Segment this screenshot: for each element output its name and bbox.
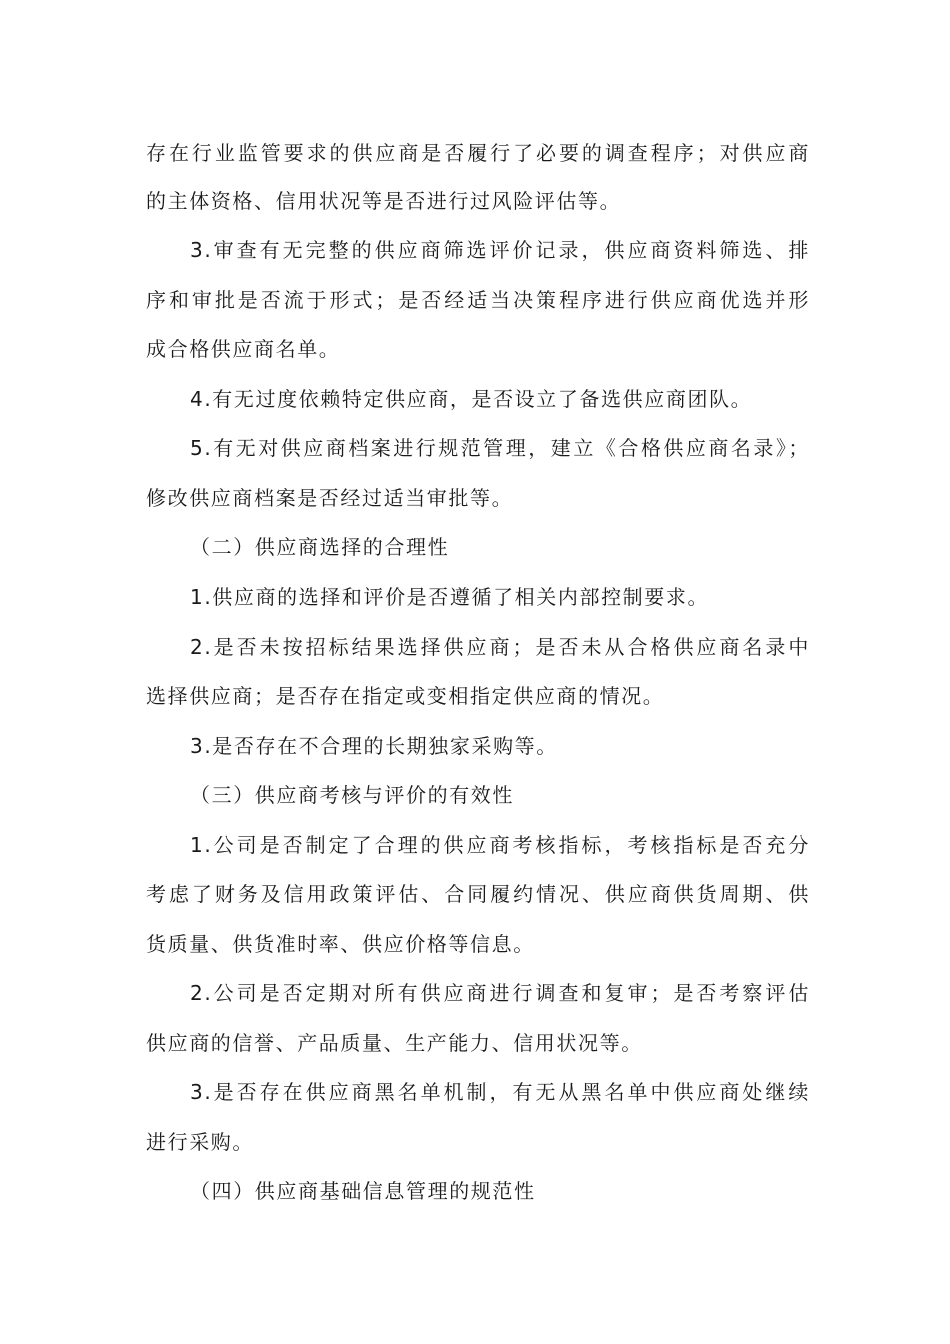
text-line-3: 3.审查有无完整的供应商筛选评价记录，供应商资料筛选、排	[190, 238, 810, 262]
section-heading-2: （二）供应商选择的合理性	[190, 535, 450, 559]
text-line-19: 供应商的信誉、产品质量、生产能力、信用状况等。	[146, 1031, 643, 1055]
text-line-13: 3.是否存在不合理的长期独家采购等。	[190, 734, 558, 758]
text-line-2: 的主体资格、信用状况等是否进行过风险评估等。	[146, 189, 622, 213]
text-line-16: 考虑了财务及信用政策评估、合同履约情况、供应商供货周期、供	[146, 882, 810, 906]
text-line-11: 2.是否未按招标结果选择供应商；是否未从合格供应商名录中	[190, 635, 810, 659]
text-line-17: 货质量、供货准时率、供应价格等信息。	[146, 932, 535, 956]
text-line-8: 修改供应商档案是否经过适当审批等。	[146, 486, 514, 510]
text-line-5: 成合格供应商名单。	[146, 337, 341, 361]
section-heading-3: （三）供应商考核与评价的有效性	[190, 783, 514, 807]
text-line-7: 5.有无对供应商档案进行规范管理，建立《合格供应商名录》；	[190, 436, 810, 460]
text-line-18: 2.公司是否定期对所有供应商进行调查和复审；是否考察评估	[190, 981, 810, 1005]
text-line-10: 1.供应商的选择和评价是否遵循了相关内部控制要求。	[190, 585, 710, 609]
text-line-21: 进行采购。	[146, 1130, 254, 1154]
text-line-20: 3.是否存在供应商黑名单机制，有无从黑名单中供应商处继续	[190, 1080, 810, 1104]
text-line-6: 4.有无过度依赖特定供应商，是否设立了备选供应商团队。	[190, 387, 753, 411]
text-line-4: 序和审批是否流于形式；是否经适当决策程序进行供应商优选并形	[146, 288, 810, 312]
text-line-15: 1.公司是否制定了合理的供应商考核指标，考核指标是否充分	[190, 833, 810, 857]
text-line-12: 选择供应商；是否存在指定或变相指定供应商的情况。	[146, 684, 665, 708]
section-heading-4: （四）供应商基础信息管理的规范性	[190, 1179, 536, 1203]
text-line-1: 存在行业监管要求的供应商是否履行了必要的调查程序；对供应商	[146, 141, 810, 165]
